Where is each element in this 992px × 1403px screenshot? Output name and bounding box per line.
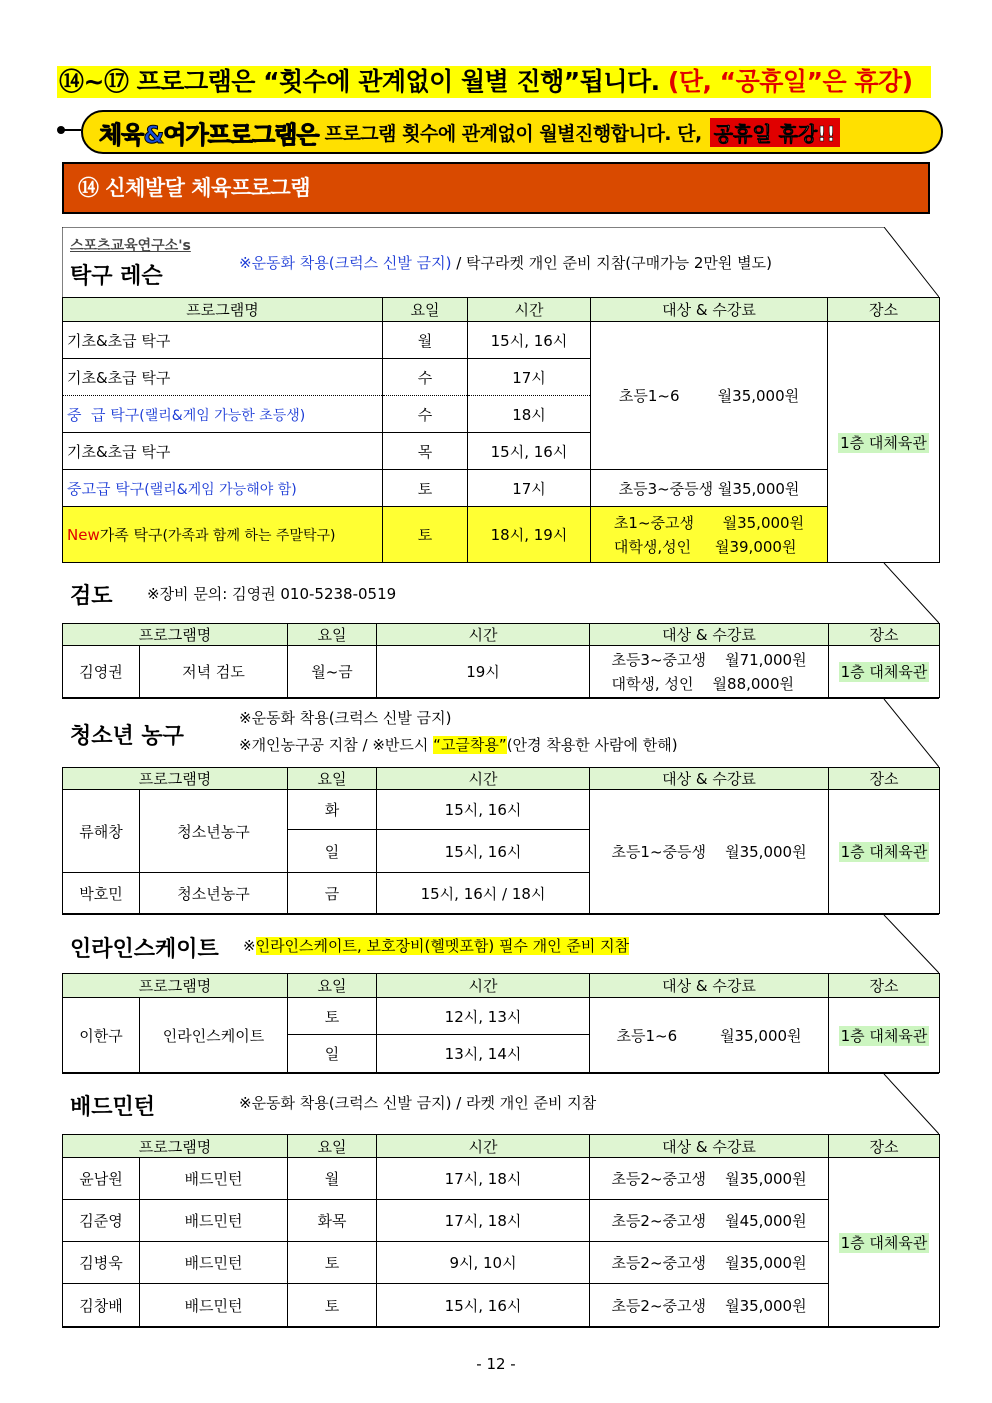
fee: 월35,000원 bbox=[725, 843, 807, 861]
name-sub: (랠리&게임 가능한 초등생) bbox=[139, 407, 306, 424]
target: 초등2~중고생 bbox=[611, 1170, 707, 1188]
badminton-section bbox=[62, 1074, 939, 1328]
badminton-title: 배드민턴 bbox=[70, 1095, 156, 1120]
day: 화 bbox=[288, 790, 377, 830]
notice-pill-row bbox=[57, 106, 943, 158]
col-name: 프로그램명 bbox=[63, 974, 288, 998]
basketball-note-1: ※운동화 착용(크럭스 신발 금지) bbox=[239, 709, 452, 727]
day: 토 bbox=[288, 998, 377, 1035]
new-badge: New bbox=[67, 526, 100, 544]
day: 수 bbox=[383, 359, 468, 396]
tabletennis-note: ※운동화 착용(크럭스 신발 금지) / 탁구라켓 개인 준비 지참(구매가능 2만원 별도) bbox=[239, 254, 772, 272]
day: 월 bbox=[288, 1158, 377, 1200]
target: 초등1~6 bbox=[618, 387, 680, 405]
day: 일 bbox=[288, 830, 377, 873]
time: 18시, 19시 bbox=[468, 507, 591, 563]
place bbox=[829, 646, 940, 698]
col-name: 프로그램명 bbox=[63, 298, 383, 322]
program-name bbox=[63, 507, 383, 563]
basketball-section bbox=[62, 699, 939, 915]
teacher: 김영권 bbox=[63, 646, 140, 698]
table-row bbox=[63, 470, 940, 507]
target-fee: 초등3~중등생 월35,000원 bbox=[591, 470, 828, 507]
time: 13시, 14시 bbox=[377, 1035, 590, 1073]
time: 15시, 16시 / 18시 bbox=[377, 873, 590, 914]
col-target: 대상 & 수강료 bbox=[590, 768, 829, 790]
table-header-row bbox=[63, 624, 940, 646]
place bbox=[829, 790, 940, 914]
target: 초1~중고생 bbox=[613, 513, 694, 532]
program-name: 청소년농구 bbox=[140, 790, 288, 873]
place bbox=[829, 1158, 940, 1327]
col-target: 대상 & 수강료 bbox=[590, 974, 829, 998]
fee: 월35,000원 bbox=[725, 1170, 807, 1188]
shoe-note: ※운동화 착용(크럭스 신발 금지) bbox=[239, 254, 452, 272]
target: 초등1~6 bbox=[616, 1026, 678, 1045]
time: 15시, 16시 bbox=[377, 830, 590, 873]
name-main: 중 급 탁구 bbox=[67, 405, 140, 424]
col-time: 시간 bbox=[377, 974, 590, 998]
col-day: 요일 bbox=[288, 974, 377, 998]
name-sub: (랠리&게임 가능해야 함) bbox=[144, 481, 297, 498]
col-time: 시간 bbox=[468, 298, 591, 322]
day: 토 bbox=[288, 1284, 377, 1327]
program-name: 배드민턴 bbox=[140, 1158, 288, 1200]
time: 15시, 16시 bbox=[468, 433, 591, 470]
program-name: 청소년농구 bbox=[140, 873, 288, 914]
basketball-title: 청소년 농구 bbox=[70, 724, 184, 749]
table-row bbox=[63, 1200, 940, 1242]
day: 일 bbox=[288, 1035, 377, 1073]
target-fee bbox=[590, 1200, 829, 1242]
fee: 월45,000원 bbox=[725, 1212, 807, 1230]
target: 초등2~중고생 bbox=[611, 1212, 707, 1230]
fee: 월71,000원 bbox=[725, 650, 807, 669]
time: 15시, 16시 bbox=[377, 790, 590, 830]
program-name: 인라인스케이트 bbox=[140, 998, 288, 1073]
program-name: 기초&초급 탁구 bbox=[63, 322, 383, 359]
table-row bbox=[63, 1284, 940, 1327]
teacher: 류해창 bbox=[63, 790, 140, 873]
fee: 월35,000원 bbox=[717, 387, 800, 405]
col-day: 요일 bbox=[288, 768, 377, 790]
target: 초등2~중고생 bbox=[611, 1296, 707, 1315]
col-target: 대상 & 수강료 bbox=[591, 298, 828, 322]
program-name: 기초&초급 탁구 bbox=[63, 433, 383, 470]
target: 대학생,성인 bbox=[613, 537, 692, 556]
program-name: 저녁 검도 bbox=[140, 646, 288, 698]
col-place: 장소 bbox=[829, 624, 940, 646]
fee: 월35,000원 bbox=[725, 1296, 807, 1315]
venue: 1층 대체육관 bbox=[840, 843, 928, 861]
col-day: 요일 bbox=[288, 1135, 377, 1158]
teacher: 박호민 bbox=[63, 873, 140, 914]
venue: 1층 대체육관 bbox=[840, 433, 927, 452]
note-text: (안경 착용한 사람에 한해) bbox=[506, 736, 678, 754]
place bbox=[829, 998, 940, 1073]
kendo-note: ※장비 문의: 김영권 010-5238-0519 bbox=[147, 585, 397, 603]
program-name bbox=[63, 396, 383, 433]
fee: 월35,000원 bbox=[720, 1026, 802, 1045]
org-label: 스포츠교육연구소's bbox=[70, 238, 191, 254]
pill-text: 프로그램 횟수에 관계없이 월별진행합니다. 단, bbox=[324, 122, 702, 145]
target-fee bbox=[590, 998, 829, 1073]
program-name: 배드민턴 bbox=[140, 1242, 288, 1284]
notice-pill bbox=[81, 110, 943, 154]
note-mark: ※ bbox=[243, 937, 256, 955]
table-row bbox=[63, 646, 940, 698]
page-number: - 12 - bbox=[476, 1355, 516, 1373]
program-name bbox=[63, 470, 383, 507]
day: 화목 bbox=[288, 1200, 377, 1242]
table-row bbox=[63, 322, 940, 359]
fee: 월35,000원 bbox=[725, 1254, 807, 1272]
bullet-line bbox=[63, 129, 81, 131]
teacher: 윤남원 bbox=[63, 1158, 140, 1200]
tabletennis-section bbox=[62, 227, 939, 563]
target-fee bbox=[590, 1158, 829, 1200]
day: 월 bbox=[383, 322, 468, 359]
target-fee bbox=[591, 322, 828, 470]
time: 9시, 10시 bbox=[377, 1242, 590, 1284]
col-time: 시간 bbox=[377, 768, 590, 790]
teacher: 김창배 bbox=[63, 1284, 140, 1327]
target: 대학생, 성인 bbox=[611, 674, 694, 693]
time: 17시 bbox=[468, 359, 591, 396]
table-header-row bbox=[63, 974, 940, 998]
fee: 월88,000원 bbox=[712, 674, 794, 693]
table-row bbox=[63, 998, 940, 1035]
time: 17시, 18시 bbox=[377, 1158, 590, 1200]
time: 19시 bbox=[377, 646, 590, 698]
tabletennis-title: 탁구 레슨 bbox=[70, 264, 163, 289]
col-target: 대상 & 수강료 bbox=[590, 624, 829, 646]
notice-banner bbox=[57, 66, 931, 98]
pill-title: 체육&여가프로그램은 bbox=[99, 120, 319, 149]
target-fee bbox=[591, 507, 828, 563]
table-header-row bbox=[63, 1135, 940, 1158]
basketball-note-2 bbox=[239, 734, 678, 755]
place bbox=[828, 322, 940, 563]
teacher: 김준영 bbox=[63, 1200, 140, 1242]
col-name: 프로그램명 bbox=[63, 624, 288, 646]
col-time: 시간 bbox=[377, 624, 590, 646]
teacher: 김병욱 bbox=[63, 1242, 140, 1284]
col-name: 프로그램명 bbox=[63, 768, 288, 790]
program-name: 배드민턴 bbox=[140, 1200, 288, 1242]
name-sub: (가족과 함께 하는 주말탁구) bbox=[162, 528, 336, 544]
col-place: 장소 bbox=[828, 298, 940, 322]
table-row bbox=[63, 1242, 940, 1284]
col-day: 요일 bbox=[383, 298, 468, 322]
table-header-row bbox=[63, 768, 940, 790]
col-place: 장소 bbox=[829, 974, 940, 998]
venue: 1층 대체육관 bbox=[840, 663, 928, 681]
day: 목 bbox=[383, 433, 468, 470]
time: 17시 bbox=[468, 470, 591, 507]
inline-title: 인라인스케이트 bbox=[70, 937, 219, 962]
day: 수 bbox=[383, 396, 468, 433]
teacher: 이한구 bbox=[63, 998, 140, 1073]
day: 토 bbox=[383, 470, 468, 507]
goggle-note: “고글착용” bbox=[433, 736, 507, 754]
name-main: 중고급 탁구 bbox=[67, 479, 145, 498]
tabletennis-table bbox=[62, 297, 940, 563]
col-place: 장소 bbox=[829, 1135, 940, 1158]
inline-section bbox=[62, 915, 939, 1074]
venue: 1층 대체육관 bbox=[840, 1026, 928, 1045]
time: 18시 bbox=[468, 396, 591, 433]
name-main: 가족 탁구 bbox=[99, 526, 163, 544]
day: 토 bbox=[383, 507, 468, 563]
kendo-section bbox=[62, 563, 939, 699]
time: 17시, 18시 bbox=[377, 1200, 590, 1242]
note-text: ※개인농구공 지참 / ※반드시 bbox=[239, 736, 434, 754]
program-name: 기초&초급 탁구 bbox=[63, 359, 383, 396]
notice-main: ⑭~⑰ 프로그램은 “횟수에 관계없이 월별 진행”됩니다. bbox=[59, 67, 660, 96]
col-place: 장소 bbox=[829, 768, 940, 790]
target: 초등1~중등생 bbox=[611, 843, 707, 861]
time: 15시, 16시 bbox=[377, 1284, 590, 1327]
table-row bbox=[63, 1158, 940, 1200]
fee: 월39,000원 bbox=[714, 537, 797, 556]
kendo-title: 검도 bbox=[70, 584, 113, 609]
time: 12시, 13시 bbox=[377, 998, 590, 1035]
target-fee bbox=[590, 646, 829, 698]
col-day: 요일 bbox=[288, 624, 377, 646]
day: 월~금 bbox=[288, 646, 377, 698]
inline-note bbox=[243, 935, 629, 956]
badminton-table bbox=[62, 1134, 940, 1327]
target: 초등3~중고생 bbox=[611, 650, 707, 669]
target-fee bbox=[590, 790, 829, 914]
program-name: 배드민턴 bbox=[140, 1284, 288, 1327]
section-title: ⑭ 신체발달 체육프로그램 bbox=[62, 162, 930, 214]
table-row bbox=[63, 507, 940, 563]
venue: 1층 대체육관 bbox=[840, 1233, 928, 1252]
day: 토 bbox=[288, 1242, 377, 1284]
col-name: 프로그램명 bbox=[63, 1135, 288, 1158]
badminton-note: ※운동화 착용(크럭스 신발 금지) / 라켓 개인 준비 지참 bbox=[239, 1094, 597, 1112]
time: 15시, 16시 bbox=[468, 322, 591, 359]
fee: 월35,000원 bbox=[722, 513, 805, 532]
col-target: 대상 & 수강료 bbox=[590, 1135, 829, 1158]
pill-holiday: 공휴일 휴강!! bbox=[710, 118, 840, 147]
target-fee bbox=[590, 1242, 829, 1284]
target: 초등2~중고생 bbox=[611, 1254, 707, 1272]
table-header-row bbox=[63, 298, 940, 322]
inline-table bbox=[62, 973, 940, 1073]
target-fee bbox=[590, 1284, 829, 1327]
day: 금 bbox=[288, 873, 377, 914]
basketball-table bbox=[62, 767, 940, 914]
col-time: 시간 bbox=[377, 1135, 590, 1158]
notice-holiday: (단, “공휴일”은 휴강) bbox=[667, 67, 913, 96]
equipment-note: 인라인스케이트, 보호장비(헬멧포함) 필수 개인 준비 지참 bbox=[255, 937, 630, 955]
table-row bbox=[63, 790, 940, 830]
kendo-table bbox=[62, 623, 940, 698]
